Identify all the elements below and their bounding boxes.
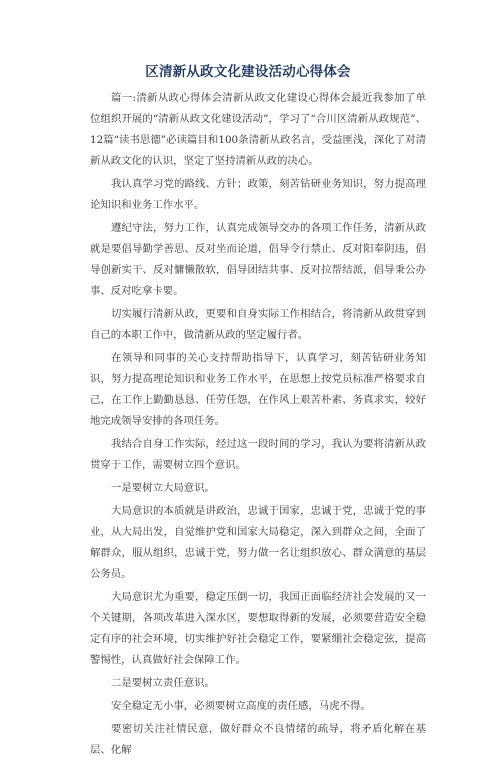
paragraph-5: 在领导和同事的关心支持帮助指导下，认真学习，刻苦钻研业务知识，努力提高理论知识和业务工作水平，在思想上按党员标准严格要求自己，在工作上勤勤恳恳、任劳任怨，在作风上艰苦朴素、务真求实，较好地完成领导安排的各项任务。 (90, 352, 426, 427)
paragraph-9: 大局意识尤为重要，稳定压倒一切，我国正面临经济社会发展的又一个关键期，各项改革进入深水区，要想取得新的发展，必须要营造安全稳定有序的社会环境，切实维护好社会稳定工作，要紧绷社会稳定弦，提高警惕性，认真做好社会保障工作。 (90, 591, 426, 666)
paragraph-3: 遵纪守法，努力工作，认真完成领导交办的各项工作任务，清新从政就是要倡导勤学善思、反对坐而论道，倡导令行禁止、反对阳奉阴违，倡导创新实干、反对慵懒散软，倡导团结共事、反对拉帮结派，倡导秉公办事、反对吃拿卡要。 (90, 222, 426, 297)
paragraph-1: 篇一:清新从政心得体会清新从政文化建设心得体会最近我参加了单位组织开展的“清新从政文化建设活动”，学习了“合川区清新从政规范”、12篇“读书思德”必读篇目和100条清新从政名言，受益匪浅，深化了对清新从政文化的认识，坚定了坚持清新从政的决心。 (90, 92, 426, 167)
paragraph-7: 一是要树立大局意识。 (111, 482, 215, 494)
paragraph-12: 要密切关注社情民意，做好群众不良情绪的疏导，将矛盾化解在基层、化解 (90, 723, 426, 756)
paragraph-11: 安全稳定无小事，必须要树立高度的责任感，马虎不得。 (111, 700, 371, 712)
document-title: 区清新从政文化建设活动心得体会 (145, 64, 351, 80)
paragraph-4: 切实履行清新从政，更要和自身实际工作相结合，将清新从政贯穿到自己的本职工作中，做清新从政的坚定履行者。 (90, 308, 426, 341)
paragraph-2: 我认真学习党的路线、方针；政策，刻苦钻研业务知识，努力提高理论知识和业务工作水平。 (90, 178, 426, 211)
paragraph-6: 我结合自身工作实际，经过这一段时间的学习，我认为要将清新从政贯穿于工作，需要树立四个意识。 (90, 438, 426, 471)
paragraph-8: 大局意识的本质就是讲政治，忠诚于国家，忠诚于党，忠诚于党的事业，从大局出发，自觉维护党和国家大局稳定，深入到群众之间，全面了解群众，服从组织，忠诚于党，努力做一名让组织放心、群众满意的基层公务员。 (90, 505, 426, 580)
paragraph-10: 二是要树立责任意识。 (111, 677, 215, 689)
